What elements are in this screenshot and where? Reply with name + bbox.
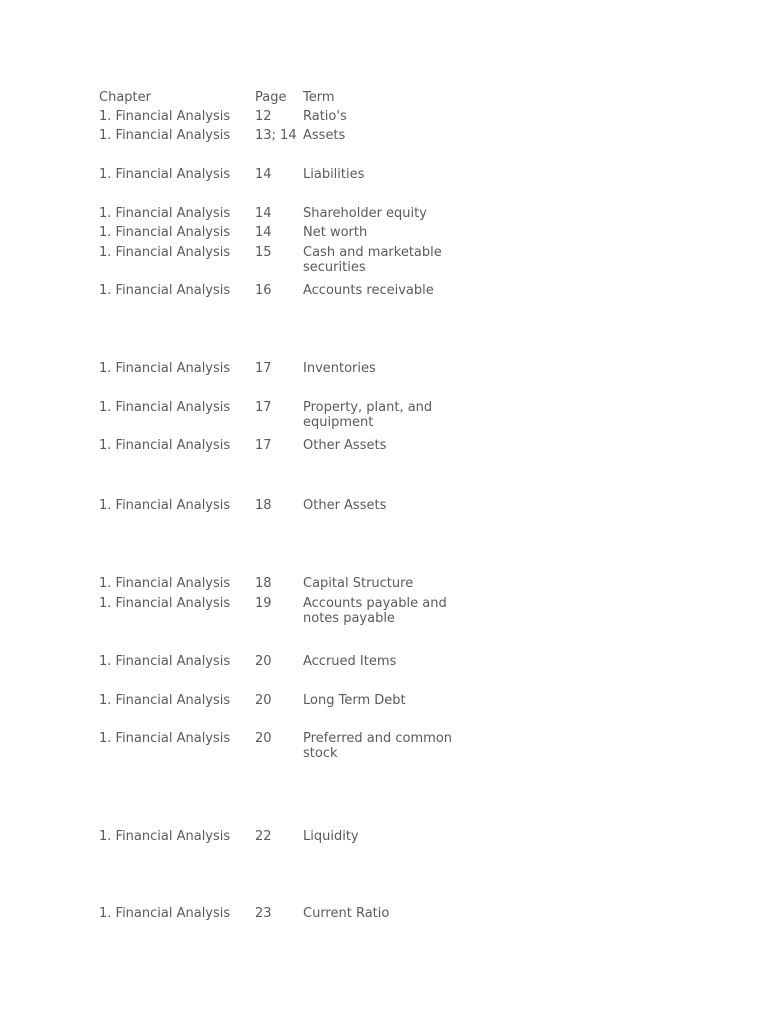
table-row-chapter: 1. Financial Analysis <box>99 167 231 182</box>
table-row-page: 17 <box>255 400 272 415</box>
table-row-page: 18 <box>255 576 272 591</box>
table-row-page: 23 <box>255 906 272 921</box>
table-row-page: 20 <box>255 654 272 669</box>
table-row-chapter: 1. Financial Analysis <box>99 225 231 240</box>
table-row-term: Accounts receivable <box>303 283 434 298</box>
table-row-chapter: 1. Financial Analysis <box>99 498 231 513</box>
table-row-term: Ratio's <box>303 109 347 124</box>
table-row-term: Long Term Debt <box>303 693 406 708</box>
table-row-page: 14 <box>255 167 272 182</box>
table-row-chapter: 1. Financial Analysis <box>99 576 231 591</box>
table-row-term: Capital Structure <box>303 576 414 591</box>
table-row-chapter: 1. Financial Analysis <box>99 400 231 415</box>
table-row-page: 14 <box>255 225 272 240</box>
table-row-term: Cash and marketable securities <box>303 245 442 275</box>
table-row-page: 20 <box>255 731 272 746</box>
table-row-term: Assets <box>303 128 346 143</box>
table-row-page: 16 <box>255 283 272 298</box>
table-row-chapter: 1. Financial Analysis <box>99 128 231 143</box>
table-row-term: Inventories <box>303 361 376 376</box>
table-row-chapter: 1. Financial Analysis <box>99 906 231 921</box>
table-row-chapter: 1. Financial Analysis <box>99 283 231 298</box>
table-row-term: Accrued Items <box>303 654 397 669</box>
table-row-term: Accounts payable and notes payable <box>303 596 447 626</box>
table-row-page: 14 <box>255 206 272 221</box>
table-row-term: Liquidity <box>303 829 359 844</box>
table-row-chapter: 1. Financial Analysis <box>99 206 231 221</box>
table-row-term: Liabilities <box>303 167 365 182</box>
table-row-page: 13; 14 <box>255 128 297 143</box>
table-row-chapter: 1. Financial Analysis <box>99 438 231 453</box>
table-row-chapter: 1. Financial Analysis <box>99 109 231 124</box>
table-row-page: 19 <box>255 596 272 611</box>
table-row-chapter: 1. Financial Analysis <box>99 245 231 260</box>
table-row-term: Other Assets <box>303 438 387 453</box>
table-row-page: 15 <box>255 245 272 260</box>
column-header-page: Page <box>255 90 287 105</box>
table-row-term: Shareholder equity <box>303 206 427 221</box>
table-row-page: 20 <box>255 693 272 708</box>
table-row-term: Property, plant, and equipment <box>303 400 433 430</box>
table-row-term: Preferred and common stock <box>303 731 453 761</box>
table-row-chapter: 1. Financial Analysis <box>99 829 231 844</box>
column-header-term: Term <box>303 90 335 105</box>
table-row-page: 22 <box>255 829 272 844</box>
table-row-page: 17 <box>255 438 272 453</box>
table-row-chapter: 1. Financial Analysis <box>99 693 231 708</box>
table-row-chapter: 1. Financial Analysis <box>99 731 231 746</box>
table-row-chapter: 1. Financial Analysis <box>99 361 231 376</box>
table-row-chapter: 1. Financial Analysis <box>99 596 231 611</box>
table-row-term: Net worth <box>303 225 368 240</box>
table-row-page: 12 <box>255 109 272 124</box>
table-row-chapter: 1. Financial Analysis <box>99 654 231 669</box>
table-row-page: 18 <box>255 498 272 513</box>
table-row-term: Current Ratio <box>303 906 390 921</box>
column-header-chapter: Chapter <box>99 90 151 105</box>
table-row-term: Other Assets <box>303 498 387 513</box>
table-row-page: 17 <box>255 361 272 376</box>
